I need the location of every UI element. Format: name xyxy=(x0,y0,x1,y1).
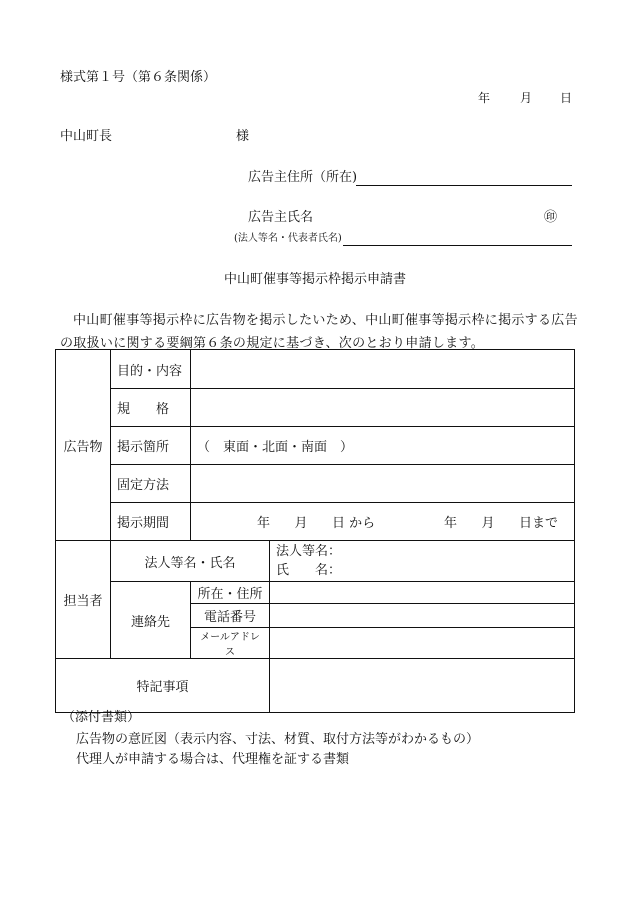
period-day-to: 日まで xyxy=(518,516,558,531)
phone-field[interactable] xyxy=(270,604,575,628)
attachments-heading: （添付書類） xyxy=(62,710,141,725)
body-paragraph: 中山町催事等掲示枠に広告物を掲示したいため、中山町催事等掲示枠に掲示する広告の取扱いに関する要綱第６条の規定に基づき、次のとおり申請します。 xyxy=(60,313,578,351)
form-id: 様式第１号（第６条関係） xyxy=(60,70,217,85)
application-table xyxy=(55,349,575,713)
addressee: 中山町長 xyxy=(60,129,113,144)
period-year-to: 年 xyxy=(444,516,458,531)
spec-field[interactable] xyxy=(191,389,575,427)
period-day-from: 日 から xyxy=(331,516,376,531)
fixing-field[interactable] xyxy=(191,465,575,503)
corp-name-field[interactable] xyxy=(270,541,575,582)
period-month-to: 月 xyxy=(481,516,495,531)
attachment-item: 代理人が申請する場合は、代理権を証する書類 xyxy=(76,752,350,767)
purpose-label: 目的・内容 xyxy=(111,350,191,389)
location-label: 掲示箇所 xyxy=(111,427,191,465)
contact-label: 連絡先 xyxy=(111,582,191,659)
date-month: 月 xyxy=(520,91,533,105)
period-label: 掲示期間 xyxy=(111,503,191,541)
corp-line-2: 氏 名： xyxy=(276,563,342,578)
applicant-address-label: 広告主住所（所在) xyxy=(248,170,358,185)
spec-label: 規 格 xyxy=(111,389,191,427)
document-title: 中山町催事等掲示枠掲示申請書 xyxy=(224,272,407,287)
applicant-name-label: 広告主氏名 xyxy=(248,210,314,225)
ad-group-label: 広告物 xyxy=(56,350,111,541)
date-year: 年 xyxy=(478,91,491,105)
attachment-item: 広告物の意匠図（表示内容、寸法、材質、取付方法等がわかるもの） xyxy=(76,732,480,747)
email-field[interactable] xyxy=(270,628,575,659)
email-label: メールアドレス xyxy=(191,628,270,659)
contact-group-label: 担当者 xyxy=(56,541,111,659)
location-options[interactable]: （ 東面・北面・南面 ） xyxy=(191,427,575,465)
fixing-label: 固定方法 xyxy=(111,465,191,503)
period-year-from: 年 xyxy=(257,516,271,531)
seal-mark: ㊞ xyxy=(544,210,558,225)
corp-name-label: 法人等名・氏名 xyxy=(111,541,270,582)
date-day: 日 xyxy=(560,91,573,105)
period-field[interactable] xyxy=(191,503,575,541)
applicant-name-sublabel: (法人等名・代表者氏名) xyxy=(234,233,342,244)
applicant-address-line xyxy=(356,185,572,186)
phone-label: 電話番号 xyxy=(191,604,270,628)
purpose-field[interactable] xyxy=(191,350,575,389)
period-month-from: 月 xyxy=(294,516,308,531)
address-label: 所在・住所 xyxy=(191,582,270,604)
corp-line-1: 法人等名： xyxy=(276,544,342,559)
remarks-label: 特記事項 xyxy=(56,659,270,713)
addressee-honorific: 様 xyxy=(236,129,250,144)
address-field[interactable] xyxy=(270,582,575,604)
applicant-name-line xyxy=(343,245,572,246)
remarks-field[interactable] xyxy=(270,659,575,713)
